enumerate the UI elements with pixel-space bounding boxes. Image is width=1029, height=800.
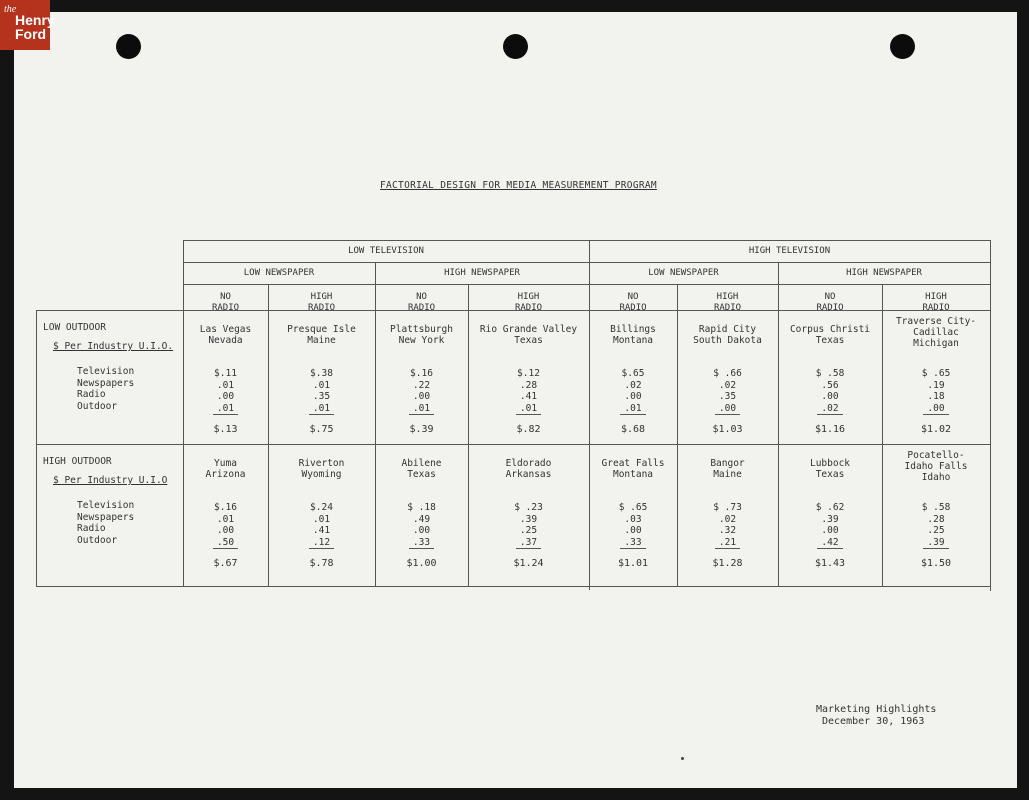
media-cost: .01 xyxy=(309,403,334,416)
market-cell xyxy=(183,316,268,444)
media-cost: $ .58 xyxy=(921,502,951,513)
location-line: Riverton xyxy=(298,458,345,469)
media-label: Radio xyxy=(77,523,106,534)
radio-header-2 xyxy=(375,292,468,314)
media-cost: $ .66 xyxy=(713,368,742,379)
rule-newspaper xyxy=(183,284,990,285)
media-cost: $.16 xyxy=(410,368,433,379)
media-cost-values xyxy=(468,502,589,549)
media-cost: .01 xyxy=(620,403,645,416)
media-cost-values xyxy=(268,368,375,415)
market-location xyxy=(268,324,375,346)
media-cost: .35 xyxy=(312,391,331,402)
market-location xyxy=(589,324,677,346)
market-location xyxy=(589,458,677,480)
media-cost: .37 xyxy=(516,537,541,550)
media-cost-values xyxy=(375,368,468,415)
radio-level: HIGH xyxy=(925,292,947,302)
location-line: Idaho xyxy=(921,472,951,483)
media-cost: $ .18 xyxy=(407,502,436,513)
radio-level: NO xyxy=(416,292,427,302)
market-cell xyxy=(778,316,882,444)
radio-header-1 xyxy=(268,292,375,314)
total-cost: $1.24 xyxy=(513,558,544,569)
total-cost: $.78 xyxy=(309,558,334,569)
radio-label: RADIO xyxy=(514,303,543,313)
media-cost: .02 xyxy=(718,513,737,525)
location-line: Cadillac xyxy=(913,327,959,338)
rule-top xyxy=(183,240,990,241)
market-location xyxy=(183,458,268,480)
location-line: Abilene xyxy=(401,458,442,469)
newspaper-header-1: HIGH NEWSPAPER xyxy=(444,268,520,278)
media-cost: .56 xyxy=(821,379,839,391)
location-line: Montana xyxy=(612,469,654,480)
location-line: New York xyxy=(398,335,445,346)
logo-the: the xyxy=(4,4,17,15)
media-cost: .01 xyxy=(409,403,434,416)
location-line: Presque Isle xyxy=(287,324,356,335)
market-location xyxy=(468,324,589,346)
media-cost: .12 xyxy=(309,537,334,550)
rule-tv xyxy=(183,262,990,263)
market-cell xyxy=(882,316,990,444)
media-cost: .25 xyxy=(519,525,538,536)
radio-level: NO xyxy=(627,292,639,302)
total-cost: $1.28 xyxy=(712,558,743,569)
total-cost: $.67 xyxy=(213,558,238,569)
media-cost: .00 xyxy=(412,525,431,536)
market-cell xyxy=(677,450,778,586)
location-line: Michigan xyxy=(913,338,959,349)
total-cost: $1.01 xyxy=(617,558,649,569)
market-cell xyxy=(677,316,778,444)
radio-label: RADIO xyxy=(713,303,742,313)
market-cell xyxy=(589,450,677,586)
total-cost: $1.50 xyxy=(920,558,952,569)
location-line: Plattsburgh xyxy=(390,324,453,335)
media-cost: .01 xyxy=(312,379,331,391)
total-cost: $1.03 xyxy=(712,424,743,435)
footer-publication: Marketing Highlights xyxy=(816,704,937,715)
total-cost: $1.02 xyxy=(920,424,952,435)
market-location xyxy=(882,450,990,483)
market-location xyxy=(468,458,589,480)
media-cost: .25 xyxy=(927,525,945,536)
media-cost-values xyxy=(183,502,268,549)
radio-header-4 xyxy=(589,292,677,314)
media-cost: .00 xyxy=(624,525,642,536)
location-line: Arizona xyxy=(205,469,246,480)
media-cost: .49 xyxy=(412,513,431,525)
total-cost: $.13 xyxy=(213,424,238,435)
media-cost: .01 xyxy=(213,403,238,416)
newspaper-header-2: LOW NEWSPAPER xyxy=(648,268,719,278)
location-line: Traverse City- xyxy=(895,316,977,327)
location-line: Las Vegas xyxy=(199,324,252,335)
media-cost: .32 xyxy=(718,525,737,536)
location-line: Texas xyxy=(815,469,845,480)
location-line: Montana xyxy=(612,335,654,346)
total-cost: $1.43 xyxy=(814,558,846,569)
media-cost-values xyxy=(882,368,990,415)
per-unit-label: $ Per Industry U.I.O. xyxy=(53,341,174,352)
media-cost: .41 xyxy=(312,525,331,536)
media-cost: $ .73 xyxy=(713,502,742,513)
rule-col-8 xyxy=(990,240,991,591)
media-cost: .00 xyxy=(216,525,235,536)
location-line: Rio Grande Valley xyxy=(479,324,578,335)
per-unit-label: $ Per Industry U.I.O xyxy=(53,475,168,486)
media-cost: .22 xyxy=(412,379,431,391)
market-cell xyxy=(183,450,268,586)
media-cost: $ .23 xyxy=(514,502,543,513)
market-location xyxy=(677,324,778,346)
market-location xyxy=(882,316,990,349)
media-list xyxy=(77,500,180,546)
location-line: Idaho Falls xyxy=(904,461,968,472)
media-cost-values xyxy=(778,502,882,549)
market-cell xyxy=(268,450,375,586)
media-label: Outdoor xyxy=(77,534,118,546)
footer xyxy=(816,704,936,728)
media-cost-values xyxy=(183,368,268,415)
media-label: Television xyxy=(77,500,135,511)
location-line: Billings xyxy=(610,324,656,335)
rule-bottom xyxy=(36,586,990,587)
media-cost: .01 xyxy=(216,379,235,391)
media-cost: $ .62 xyxy=(815,502,845,513)
media-cost: .39 xyxy=(923,537,948,550)
media-cost: .00 xyxy=(412,391,431,402)
logo-henry: Henry xyxy=(15,12,55,28)
media-cost: $.24 xyxy=(310,502,333,513)
location-line: Rapid City xyxy=(698,324,757,335)
radio-level: HIGH xyxy=(716,292,739,302)
media-label: Radio xyxy=(77,389,106,400)
media-cost-values xyxy=(589,502,677,549)
radio-level: NO xyxy=(220,292,231,302)
media-cost: $.12 xyxy=(517,368,540,379)
market-cell xyxy=(882,450,990,586)
media-cost: $.38 xyxy=(310,368,333,379)
rule-left-edge xyxy=(36,310,37,587)
media-cost: .00 xyxy=(715,403,740,416)
location-line: Maine xyxy=(713,469,742,480)
location-line: Lubbock xyxy=(809,458,851,469)
media-cost: $.65 xyxy=(621,368,645,379)
media-cost: .00 xyxy=(923,403,948,416)
rule-middle xyxy=(36,444,990,445)
media-cost-values xyxy=(677,502,778,549)
market-location xyxy=(375,458,468,480)
media-cost: .00 xyxy=(821,525,839,536)
media-cost: .01 xyxy=(516,403,541,416)
location-line: Nevada xyxy=(208,335,243,346)
punch-hole-center xyxy=(503,34,528,59)
media-label: Television xyxy=(77,366,135,377)
location-line: Wyoming xyxy=(301,469,342,480)
media-cost: .28 xyxy=(519,379,538,391)
total-cost: $.75 xyxy=(309,424,334,435)
tv-header-1: HIGH TELEVISION xyxy=(748,246,831,256)
total-cost: $.39 xyxy=(409,424,434,435)
media-cost: $ .58 xyxy=(815,368,845,379)
radio-label: RADIO xyxy=(407,303,436,313)
media-cost: .00 xyxy=(624,391,642,402)
row-label-block-1 xyxy=(43,456,180,546)
media-cost: .18 xyxy=(927,391,945,402)
total-cost: $1.00 xyxy=(406,558,437,569)
media-cost: .50 xyxy=(213,537,238,550)
radio-label: RADIO xyxy=(307,303,336,313)
market-location xyxy=(268,458,375,480)
market-cell xyxy=(778,450,882,586)
total-cost: $.68 xyxy=(620,424,646,435)
market-cell xyxy=(468,316,589,444)
media-cost: .03 xyxy=(624,513,642,525)
market-location xyxy=(778,458,882,480)
media-cost-values xyxy=(677,368,778,415)
radio-level: NO xyxy=(824,292,836,302)
total-cost: $.82 xyxy=(516,424,541,435)
location-line: Great Falls xyxy=(601,458,665,469)
radio-header-6 xyxy=(778,292,882,314)
row-label-block-0 xyxy=(43,322,180,412)
media-cost: $.11 xyxy=(214,368,237,379)
tv-header-0: LOW TELEVISION xyxy=(348,246,424,256)
radio-level: HIGH xyxy=(310,292,333,302)
media-cost-values xyxy=(882,502,990,549)
market-location xyxy=(375,324,468,346)
media-cost: .02 xyxy=(718,379,737,391)
media-cost: .35 xyxy=(718,391,737,402)
media-cost: $.16 xyxy=(214,502,237,513)
media-cost: .02 xyxy=(624,379,642,391)
punch-hole-left xyxy=(116,34,141,59)
media-cost: .01 xyxy=(312,513,331,525)
radio-header-0 xyxy=(183,292,268,314)
media-cost: .00 xyxy=(216,391,235,402)
radio-label: RADIO xyxy=(922,303,950,313)
location-line: Arkansas xyxy=(505,469,552,480)
media-cost: .00 xyxy=(821,391,839,402)
media-cost: .19 xyxy=(927,379,945,391)
footer-date: December 30, 1963 xyxy=(822,716,925,727)
media-cost-values xyxy=(375,502,468,549)
paper-speck xyxy=(681,757,684,760)
market-cell xyxy=(375,316,468,444)
location-line: Corpus Christi xyxy=(789,324,871,335)
media-cost: .33 xyxy=(409,537,434,550)
media-cost-values xyxy=(778,368,882,415)
media-list xyxy=(77,366,180,412)
henry-ford-logo xyxy=(0,0,55,50)
media-label: Outdoor xyxy=(77,400,118,412)
newspaper-header-3: HIGH NEWSPAPER xyxy=(846,268,922,278)
media-cost: $ .65 xyxy=(618,502,648,513)
radio-label: RADIO xyxy=(211,303,240,313)
outdoor-level-label: HIGH OUTDOOR xyxy=(43,456,112,467)
media-cost: .41 xyxy=(519,391,538,402)
page-title: FACTORIAL DESIGN FOR MEDIA MEASUREMENT PROGRAM xyxy=(380,180,657,191)
radio-header-5 xyxy=(677,292,778,314)
media-cost: .28 xyxy=(927,513,945,525)
market-location xyxy=(677,458,778,480)
media-cost: .21 xyxy=(715,537,740,550)
market-cell xyxy=(375,450,468,586)
market-location xyxy=(778,324,882,346)
market-location xyxy=(183,324,268,346)
location-line: Pocatello- xyxy=(907,450,965,461)
market-cell xyxy=(468,450,589,586)
media-cost: .42 xyxy=(817,537,842,550)
punch-hole-right xyxy=(890,34,915,59)
media-label: Newspapers xyxy=(77,511,135,523)
newspaper-header-0: LOW NEWSPAPER xyxy=(243,268,315,278)
media-cost-values xyxy=(589,368,677,415)
media-label: Newspapers xyxy=(77,377,135,389)
location-line: Maine xyxy=(307,335,336,346)
radio-header-7 xyxy=(882,292,990,314)
radio-label: RADIO xyxy=(816,303,844,313)
location-line: South Dakota xyxy=(693,335,762,346)
outdoor-level-label: LOW OUTDOOR xyxy=(43,322,106,333)
media-cost: $ .65 xyxy=(921,368,951,379)
location-line: Bangor xyxy=(710,458,745,469)
media-cost: .33 xyxy=(620,537,645,550)
radio-header-3 xyxy=(468,292,589,314)
media-cost-values xyxy=(268,502,375,549)
location-line: Texas xyxy=(407,469,436,480)
location-line: Texas xyxy=(514,335,543,346)
radio-level: HIGH xyxy=(517,292,540,302)
media-cost: .39 xyxy=(821,513,839,525)
location-line: Texas xyxy=(815,335,845,346)
location-line: Eldorado xyxy=(505,458,552,469)
media-cost: .39 xyxy=(519,513,538,525)
market-cell xyxy=(589,316,677,444)
location-line: Yuma xyxy=(214,458,237,469)
logo-ford: Ford xyxy=(15,26,47,42)
media-cost: .01 xyxy=(216,513,235,525)
radio-label: RADIO xyxy=(619,303,647,313)
media-cost-values xyxy=(468,368,589,415)
market-cell xyxy=(268,316,375,444)
media-cost: .02 xyxy=(817,403,842,416)
total-cost: $1.16 xyxy=(814,424,846,435)
